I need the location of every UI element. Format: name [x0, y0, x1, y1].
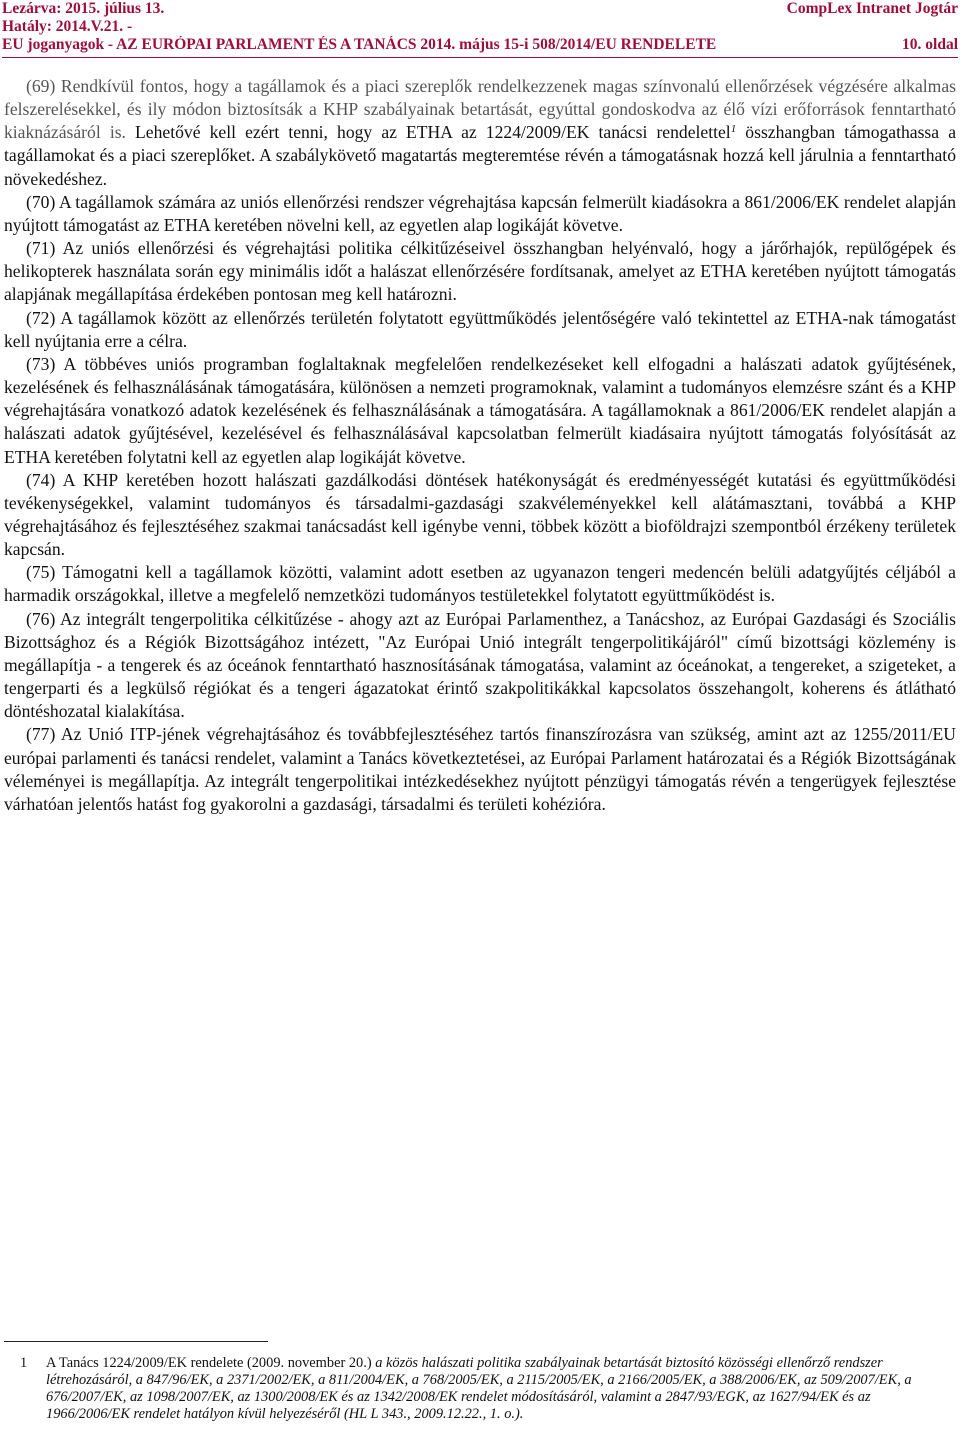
document-title: EU joganyagok - AZ EURÓPAI PARLAMENT ÉS A TANÁCS 2014. május 15-i 508/2014/EU RENDELETE [2, 36, 717, 53]
closing-date: Lezárva: 2015. július 13. [2, 0, 165, 17]
footnote-text [46, 1355, 940, 1423]
paragraph-71: (71) Az uniós ellenőrzési és végrehajtási politika célkitűzéseivel összhangban helyénvaló, hogy a járőrhajók, repülőgépek és helikopterek használata során egy minimális időt a halászat ellenőrzésére fordítsanak, amelyet az ETHA keretében nyújtott támogatás alapjának megállapítása érdekében pontosan meg kell határozni. [4, 238, 956, 305]
paragraph-73: (73) A többéves uniós programban foglaltaknak megfelelően rendelkezéseket kell elfogadni a halászati adatok gyűjtésének, kezelésének és felhasználásának támogatására, különösen a nemzeti programoknak, valamint a tudományos elemzésre szánt és a KHP végrehajtására vonatkozó adatok kezelésének és felhasználásának a támogatására. A tagállamoknak a 861/2006/EK rendelet alapján a halászati adatok gyűjtésével, kezelésével és felhasználásával kapcsolatban felmerült kiadásaira nyújtott támogatás folyósítását az ETHA keretében folytatni kell az egyetlen alap logikáját követve. [4, 353, 956, 467]
paragraph-74: (74) A KHP keretében hozott halászati gazdálkodási döntések hatékonyságát és eredményességét kutatási és együttműködési tevékenységekkel, valamint tudományos és társadalmi-gazdasági szakvéleményekkel kell alátámasztani, továbbá a KHP végrehajtásához és fejlesztéséhez szakmai tanácsadást kell igénybe venni, többek között a bioföldrajzi szempontból érzékeny területek kapcsán. [4, 469, 956, 560]
paragraph-69 [4, 75, 956, 191]
header-divider [2, 57, 958, 58]
effective-date: Hatály: 2014.V.21. - [2, 18, 133, 35]
paragraph-69-text-cont: összhangban támogathassa a tagállamokat és a piaci szereplőket. A szabálykövető magatartás megteremtése révén a támogatásnak hozzá kell járulnia a fenntartható növekedéshez. [4, 122, 956, 189]
footnote-description: a közös halászati politika szabályainak betartását biztosító közösségi ellenőrző rendszer létrehozásáról, a 847/96/EK, a 2371/2002/EK, a 811/2004/EK, a 768/2005/EK, a 2115/2005/EK, a 2166/2005/EK, a 388/2006/EK, az 509/2007/EK, a 676/2007/EK, az 1098/2007/EK, az 1300/2008/EK és az 1342/2008/EK rendelet módosításáról, valamint a 2847/93/EGK, az 1627/94/EK és az 1966/2006/EK rendelet hatályon kívül helyezéséről (HL L 343., 2009.12.22., 1. o.). [46, 1355, 912, 1423]
paragraph-75: (75) Támogatni kell a tagállamok közötti, valamint adott esetben az ugyanazon tengeri medencén belüli adatgyűjtés céljából a harmadik országokkal, illetve a megfelelő nemzetközi tudományos testületekkel folytatott együttműködést is. [4, 562, 956, 606]
footnote-citation: A Tanács 1224/2009/EK rendelete (2009. november 20.) [46, 1355, 372, 1371]
document-body [4, 75, 956, 816]
footnote-number: 1 [20, 1355, 28, 1371]
page-header [2, 0, 958, 54]
page-number: 10. oldal [902, 36, 958, 53]
footnote [20, 1355, 940, 1423]
paragraph-70: (70) A tagállamok számára az uniós ellenőrzési rendszer végrehajtása kapcsán felmerült kiadásokra a 861/2006/EK rendelet alapján nyújtott támogatást az ETHA keretében növelni kell, az egyetlen alap logikáját követve. [4, 191, 956, 235]
paragraph-76: (76) Az integrált tengerpolitika célkitűzése - ahogy azt az Európai Parlamenthez, a Tanácshoz, az Európai Gazdasági és Szociális Bizottsághoz és a Régiók Bizottságához intézett, "Az Európai Unió integrált tengerpolitikájáról" című bizottsági közlemény is megállapítja - a tengerek és az óceánok fenntartható hasznosításának támogatása, valamint az óceánokat, a tengereket, a szigeteket, a tengerparti és a legkülső régiókat és a tengeri ágazatokat érintő szakpolitikákkal kapcsolatos összehangolt, koherens és átlátható döntéshozatal kialakítása. [4, 608, 956, 722]
paragraph-69-grey: (69) Rendkívül fontos, hogy a tagállamok és a piaci szereplők rendelkezzenek magas színvonalú ellenőrzések végzésére alkalmas felszerelésekkel, és ily módon biztosítsák a KHP szabályainak betartását, egyúttal gondoskodva az élő vízi erőforrások fenntartható kiaknázásáról is. [4, 76, 956, 143]
paragraph-69-text: Lehetővé kell ezért tenni, hogy az ETHA az 1224/2009/EK tanácsi rendelettel [125, 122, 731, 143]
footnote-divider [4, 1341, 268, 1342]
footnote-reference[interactable]: 1 [730, 123, 737, 136]
paragraph-77: (77) Az Unió ITP-jének végrehajtásához és továbbfejlesztéséhez tartós finanszírozásra van szükség, amint azt az 1255/2011/EU európai parlamenti és tanácsi rendelet, valamint a Tanács következtetései, az Európai Parlament határozatai és a Régiók Bizottságának véleményei is megállapítja. Az integrált tengerpolitikai intézkedésekhez nyújtott pénzügyi támogatás révén a tengerügyek fejlesztése várhatóan jelentős hatást fog gyakorolni a gazdasági, társadalmi és területi kohézióra. [4, 724, 956, 814]
brand-name: CompLex Intranet Jogtár [786, 0, 958, 17]
paragraph-72: (72) A tagállamok között az ellenőrzés területén folytatott együttműködés jelentőségére való tekintettel az ETHA-nak támogatást kell nyújtania erre a célra. [4, 307, 956, 351]
